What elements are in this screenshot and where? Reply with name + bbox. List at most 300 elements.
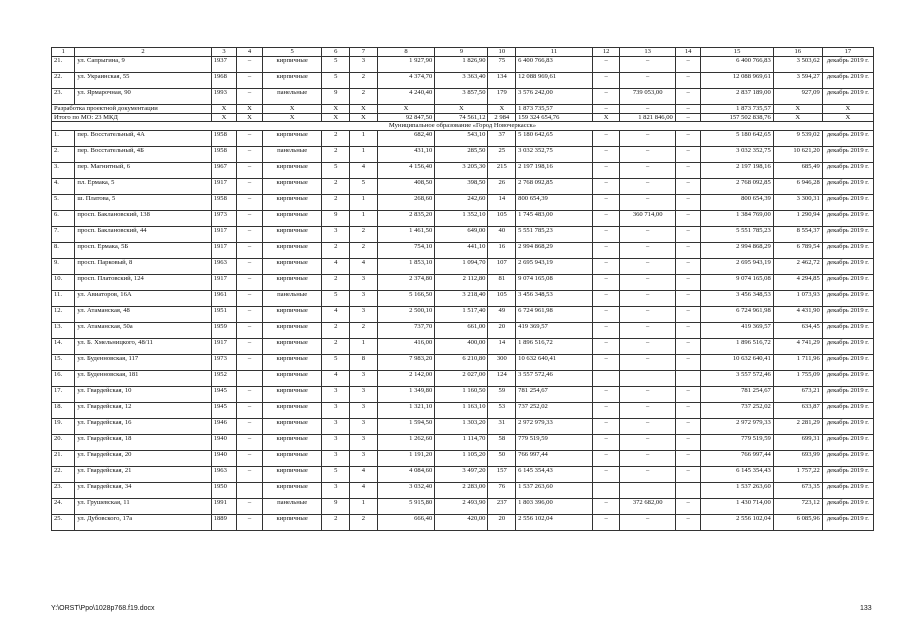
total-area-cell: 1 927,90 (377, 57, 434, 73)
cost-cell: 2 837 189,00 (701, 89, 773, 105)
address-cell: ул. Украинская, 55 (75, 73, 211, 89)
table-row (52, 514, 874, 530)
living-area-cell: 242,60 (435, 194, 488, 210)
cost-per-sqm-cell: 6 789,54 (773, 242, 822, 258)
row-number: 23. (52, 482, 75, 498)
entrances-cell: 5 (350, 178, 378, 194)
row-number: 21. (52, 57, 75, 73)
table-row (52, 162, 874, 178)
entrances-cell: 1 (350, 210, 378, 226)
floors-cell: 2 (322, 178, 350, 194)
table-cell: – (592, 130, 620, 146)
entrances-cell: 4 (350, 258, 378, 274)
entrances-cell: 1 (350, 338, 378, 354)
entrances-cell: 3 (350, 274, 378, 290)
wall-material-cell: кирпичные (262, 338, 322, 354)
cost-per-sqm-cell: 693,99 (773, 450, 822, 466)
table-row (52, 194, 874, 210)
table-cell: – (592, 146, 620, 162)
cost-cell: 2 994 868,29 (516, 242, 593, 258)
table-row (52, 242, 874, 258)
residents-cell: 37 (488, 130, 516, 146)
table-cell: – (237, 450, 263, 466)
table-row (52, 338, 874, 354)
floors-cell: 5 (322, 162, 350, 178)
deadline-cell: декабрь 2019 г. (822, 226, 873, 242)
wall-material-cell: панельные (262, 146, 322, 162)
table-cell: X (350, 113, 378, 122)
cost-cell: 6 145 354,43 (701, 466, 773, 482)
table-cell: – (592, 402, 620, 418)
register-table (51, 47, 874, 531)
living-area-cell: 649,00 (435, 226, 488, 242)
row-number: 24. (52, 498, 75, 514)
cost-cell: 2 197 198,16 (516, 162, 593, 178)
cost-cell: 12 088 969,61 (516, 73, 593, 89)
cost-cell: 1 745 483,00 (516, 210, 593, 226)
living-area-cell: 1 094,70 (435, 258, 488, 274)
cost-cell: 419 369,57 (516, 322, 593, 338)
table-cell: – (592, 498, 620, 514)
year-cell: 1958 (211, 146, 237, 162)
table-cell: – (237, 194, 263, 210)
living-area-cell: 1 517,40 (435, 306, 488, 322)
column-number: 11 (516, 48, 593, 57)
table-cell: – (620, 194, 675, 210)
table-row (52, 290, 874, 306)
address-cell: ул. Гвардейская, 18 (75, 434, 211, 450)
residents-cell: 215 (488, 162, 516, 178)
column-number: 6 (322, 48, 350, 57)
row-number: 9. (52, 258, 75, 274)
table-cell: – (675, 386, 701, 402)
total-area-cell: 754,10 (377, 242, 434, 258)
address-cell: ул. Гвардейская, 16 (75, 418, 211, 434)
table-cell: – (592, 434, 620, 450)
table-row (52, 146, 874, 162)
wall-material-cell: кирпичные (262, 57, 322, 73)
deadline-cell: декабрь 2019 г. (822, 146, 873, 162)
entrances-cell: 2 (350, 89, 378, 105)
table-cell: 739 053,00 (620, 89, 675, 105)
table-row (52, 57, 874, 73)
wall-material-cell: кирпичные (262, 386, 322, 402)
entrances-cell: 2 (350, 242, 378, 258)
table-row (52, 306, 874, 322)
table-cell: – (675, 194, 701, 210)
entrances-cell: 2 (350, 514, 378, 530)
total-area-cell: 5 915,80 (377, 498, 434, 514)
address-cell: просп. Парковый, 8 (75, 258, 211, 274)
cost-cell: 10 632 640,41 (701, 354, 773, 370)
table-cell: – (592, 290, 620, 306)
year-cell: 1973 (211, 210, 237, 226)
entrances-cell: 4 (350, 466, 378, 482)
row-number: 18. (52, 402, 75, 418)
footer-file-path: Y:\ORST\Ppo\1028p768.f19.docx (51, 605, 155, 612)
table-cell: – (592, 306, 620, 322)
residents-cell: 81 (488, 274, 516, 290)
design-documentation-row (52, 105, 874, 114)
column-number: 17 (822, 48, 873, 57)
column-number: 2 (75, 48, 211, 57)
cost-cell: 2 994 868,29 (701, 242, 773, 258)
table-cell: – (237, 498, 263, 514)
table-row (52, 498, 874, 514)
deadline-cell: декабрь 2019 г. (822, 354, 873, 370)
deadline-cell: декабрь 2019 г. (822, 73, 873, 89)
residents-cell: 20 (488, 322, 516, 338)
table-cell: – (620, 73, 675, 89)
address-cell: ул. Гвардейская, 34 (75, 482, 211, 498)
year-cell: 1917 (211, 226, 237, 242)
table-cell: – (620, 386, 675, 402)
municipality-row (52, 122, 874, 131)
floors-cell: 9 (322, 89, 350, 105)
table-cell: – (675, 354, 701, 370)
living-area-cell: 3 857,50 (435, 89, 488, 105)
total-area-cell: 2 374,80 (377, 274, 434, 290)
cost-per-sqm-cell: 723,12 (773, 498, 822, 514)
table-row (52, 73, 874, 89)
total-area-cell: 416,00 (377, 338, 434, 354)
year-cell: 1945 (211, 386, 237, 402)
year-cell: 1917 (211, 242, 237, 258)
floors-cell: 2 (322, 130, 350, 146)
year-cell: 1917 (211, 274, 237, 290)
table-cell: – (237, 242, 263, 258)
table-cell: – (675, 466, 701, 482)
deadline-cell: декабрь 2019 г. (822, 57, 873, 73)
cost-per-sqm-cell: 2 462,72 (773, 258, 822, 274)
cost-cell: 2 768 092,85 (516, 178, 593, 194)
table-row (52, 274, 874, 290)
year-cell: 1993 (211, 89, 237, 105)
cost-per-sqm-cell: 673,35 (773, 482, 822, 498)
table-cell: – (675, 258, 701, 274)
floors-cell: 3 (322, 226, 350, 242)
cost-per-sqm-cell: 8 554,37 (773, 226, 822, 242)
table-cell: – (675, 322, 701, 338)
cost-cell: 159 324 654,76 (516, 113, 593, 122)
row-number: 25. (52, 514, 75, 530)
cost-cell: 1 873 735,57 (516, 105, 593, 114)
table-cell: – (237, 290, 263, 306)
residents-cell: 124 (488, 370, 516, 386)
cost-cell: 10 632 640,41 (516, 354, 593, 370)
row-number: 21. (52, 450, 75, 466)
cost-cell: 737 252,02 (516, 402, 593, 418)
year-cell: 1963 (211, 466, 237, 482)
year-cell: 1952 (211, 370, 237, 386)
table-cell: – (592, 89, 620, 105)
cost-cell: 2 972 979,33 (516, 418, 593, 434)
table-cell: – (675, 162, 701, 178)
cost-per-sqm-cell: 4 294,85 (773, 274, 822, 290)
table-cell: – (237, 274, 263, 290)
table-cell: – (675, 130, 701, 146)
table-cell: – (675, 402, 701, 418)
table-row (52, 418, 874, 434)
living-area-cell: 285,50 (435, 146, 488, 162)
cost-per-sqm-cell: 1 755,09 (773, 370, 822, 386)
deadline-cell: декабрь 2019 г. (822, 370, 873, 386)
year-cell: 1937 (211, 57, 237, 73)
year-cell: 1961 (211, 290, 237, 306)
table-cell: – (620, 354, 675, 370)
residents-cell: 59 (488, 386, 516, 402)
wall-material-cell: панельные (262, 498, 322, 514)
total-area-cell: 2 835,20 (377, 210, 434, 226)
living-area-cell: 2 112,80 (435, 274, 488, 290)
residents-cell: 49 (488, 306, 516, 322)
total-area-cell: 1 349,80 (377, 386, 434, 402)
address-cell: пер. Восстательный, 4Б (75, 146, 211, 162)
column-number: 16 (773, 48, 822, 57)
total-area-cell: 7 983,20 (377, 354, 434, 370)
floors-cell: 2 (322, 146, 350, 162)
row-number: 6. (52, 210, 75, 226)
residents-cell: 25 (488, 146, 516, 162)
floors-cell: 4 (322, 258, 350, 274)
floors-cell: 4 (322, 306, 350, 322)
cost-per-sqm-cell: 634,45 (773, 322, 822, 338)
cost-cell: 3 032 352,75 (516, 146, 593, 162)
cost-cell: 737 252,02 (701, 402, 773, 418)
cost-cell: 2 972 979,33 (701, 418, 773, 434)
table-cell: – (675, 242, 701, 258)
cost-per-sqm-cell: 6 946,28 (773, 178, 822, 194)
table-cell: – (675, 89, 701, 105)
deadline-cell: декабрь 2019 г. (822, 194, 873, 210)
table-cell: – (620, 322, 675, 338)
table-row (52, 434, 874, 450)
address-cell: просп. Баклановский, 44 (75, 226, 211, 242)
deadline-cell: декабрь 2019 г. (822, 386, 873, 402)
living-area-cell: 661,00 (435, 322, 488, 338)
table-cell: 360 714,00 (620, 210, 675, 226)
deadline-cell: декабрь 2019 г. (822, 258, 873, 274)
cost-cell: 3 576 242,00 (516, 89, 593, 105)
living-area-cell: 420,00 (435, 514, 488, 530)
cost-per-sqm-cell: 685,49 (773, 162, 822, 178)
table-cell: X (211, 105, 237, 114)
floors-cell: 2 (322, 338, 350, 354)
row-number: 22. (52, 73, 75, 89)
living-area-cell: 3 497,20 (435, 466, 488, 482)
address-cell: просп. Платовский, 124 (75, 274, 211, 290)
address-cell: ул. Атаманская, 50а (75, 322, 211, 338)
total-area-cell: 4 374,70 (377, 73, 434, 89)
table-cell: X (237, 113, 263, 122)
residents-cell: 134 (488, 73, 516, 89)
cost-cell: 766 997,44 (516, 450, 593, 466)
total-area-cell: 737,70 (377, 322, 434, 338)
table-row (52, 210, 874, 226)
table-cell: – (620, 306, 675, 322)
row-number: 3. (52, 162, 75, 178)
table-cell: – (237, 57, 263, 73)
table-cell: – (592, 258, 620, 274)
floors-cell: 5 (322, 466, 350, 482)
table-cell: – (237, 338, 263, 354)
cost-cell: 800 654,39 (701, 194, 773, 210)
residents-cell: 14 (488, 338, 516, 354)
table-cell: – (620, 258, 675, 274)
table-cell: X (262, 105, 322, 114)
floors-cell: 5 (322, 354, 350, 370)
address-cell: ул. Гвардейская, 12 (75, 402, 211, 418)
table-cell: – (237, 130, 263, 146)
row-number: 15. (52, 354, 75, 370)
living-area-cell: 1 114,70 (435, 434, 488, 450)
living-area-cell: 3 218,40 (435, 290, 488, 306)
total-area-cell: 5 166,50 (377, 290, 434, 306)
deadline-cell: декабрь 2019 г. (822, 482, 873, 498)
cost-cell: 1 430 714,00 (701, 498, 773, 514)
wall-material-cell: кирпичные (262, 194, 322, 210)
year-cell: 1950 (211, 482, 237, 498)
year-cell: 1959 (211, 322, 237, 338)
table-cell: – (592, 242, 620, 258)
table-cell (592, 370, 620, 386)
year-cell: 1946 (211, 418, 237, 434)
entrances-cell: 3 (350, 386, 378, 402)
entrances-cell: 4 (350, 162, 378, 178)
table-cell: – (237, 258, 263, 274)
residents-cell: 53 (488, 402, 516, 418)
wall-material-cell: кирпичные (262, 354, 322, 370)
row-number: 16. (52, 370, 75, 386)
table-row (52, 258, 874, 274)
row-number: 2. (52, 146, 75, 162)
table-cell: – (592, 73, 620, 89)
table-cell: – (592, 450, 620, 466)
deadline-cell: декабрь 2019 г. (822, 514, 873, 530)
year-cell: 1967 (211, 162, 237, 178)
living-area-cell: 6 210,80 (435, 354, 488, 370)
table-cell: – (675, 146, 701, 162)
cost-cell: 2 197 198,16 (701, 162, 773, 178)
wall-material-cell: панельные (262, 89, 322, 105)
residents-cell: 300 (488, 354, 516, 370)
table-cell: – (592, 210, 620, 226)
table-cell: – (675, 105, 701, 114)
floors-cell: 2 (322, 514, 350, 530)
row-number: 13. (52, 322, 75, 338)
table-cell: – (592, 226, 620, 242)
row-number: 17. (52, 386, 75, 402)
address-cell: ул. Буденновская, 181 (75, 370, 211, 386)
wall-material-cell: кирпичные (262, 226, 322, 242)
table-cell: – (237, 306, 263, 322)
living-area-cell: 1 826,90 (435, 57, 488, 73)
table-row (52, 450, 874, 466)
year-cell: 1917 (211, 338, 237, 354)
residents-cell: 76 (488, 482, 516, 498)
row-number: 1. (52, 130, 75, 146)
residents-cell: 58 (488, 434, 516, 450)
residents-cell: 105 (488, 290, 516, 306)
total-area-cell: 1 461,50 (377, 226, 434, 242)
table-cell: X (350, 105, 378, 114)
total-area-cell: 1 853,10 (377, 258, 434, 274)
column-number: 1 (52, 48, 75, 57)
deadline-cell: декабрь 2019 г. (822, 466, 873, 482)
floors-cell: 3 (322, 482, 350, 498)
table-cell: – (237, 322, 263, 338)
cost-cell: 1 896 516,72 (701, 338, 773, 354)
table-cell: X (211, 113, 237, 122)
cost-cell: 6 145 354,43 (516, 466, 593, 482)
deadline-cell: декабрь 2019 г. (822, 306, 873, 322)
wall-material-cell: кирпичные (262, 178, 322, 194)
cost-cell: 5 180 642,65 (516, 130, 593, 146)
table-cell: – (620, 434, 675, 450)
cost-per-sqm-cell: 699,31 (773, 434, 822, 450)
living-area-cell: 3 363,40 (435, 73, 488, 89)
address-cell: ул. Ярмарочная, 90 (75, 89, 211, 105)
address-cell: ул. Буденновская, 117 (75, 354, 211, 370)
table-cell: – (675, 434, 701, 450)
cost-cell: 2 695 943,19 (701, 258, 773, 274)
cost-cell: 6 400 766,83 (701, 57, 773, 73)
deadline-cell: декабрь 2019 г. (822, 338, 873, 354)
table-cell: X (237, 105, 263, 114)
table-cell: – (620, 57, 675, 73)
floors-cell: 3 (322, 402, 350, 418)
floors-cell: 2 (322, 242, 350, 258)
table-cell (237, 370, 263, 386)
deadline-cell: декабрь 2019 г. (822, 210, 873, 226)
floors-cell: 3 (322, 450, 350, 466)
design-documentation-label: Разработка проектной документации (52, 105, 212, 114)
table-cell: X (822, 105, 873, 114)
cost-cell: 781 254,67 (516, 386, 593, 402)
cost-per-sqm-cell: 1 073,93 (773, 290, 822, 306)
table-cell: – (675, 450, 701, 466)
footer-page-number: 133 (860, 605, 872, 612)
table-cell: X (773, 105, 822, 114)
residents-cell: 14 (488, 194, 516, 210)
cost-cell: 2 556 102,04 (516, 514, 593, 530)
entrances-cell: 3 (350, 370, 378, 386)
cost-cell: 5 551 785,23 (516, 226, 593, 242)
cost-cell: 779 519,59 (701, 434, 773, 450)
cost-cell: 1 873 735,57 (701, 105, 773, 114)
table-cell: – (675, 57, 701, 73)
wall-material-cell: кирпичные (262, 306, 322, 322)
address-cell: ул. Гвардейская, 20 (75, 450, 211, 466)
column-number: 12 (592, 48, 620, 57)
table-row (52, 386, 874, 402)
cost-per-sqm-cell: 673,21 (773, 386, 822, 402)
living-area-cell: 543,10 (435, 130, 488, 146)
table-row (52, 354, 874, 370)
column-number: 15 (701, 48, 773, 57)
deadline-cell: декабрь 2019 г. (822, 450, 873, 466)
address-cell: пл. Ермака, 5 (75, 178, 211, 194)
table-cell: – (237, 146, 263, 162)
year-cell: 1917 (211, 178, 237, 194)
table-cell: – (620, 130, 675, 146)
entrances-cell: 1 (350, 146, 378, 162)
table-cell: – (675, 338, 701, 354)
table-cell: – (592, 466, 620, 482)
column-number: 14 (675, 48, 701, 57)
row-number: 4. (52, 178, 75, 194)
column-number: 3 (211, 48, 237, 57)
